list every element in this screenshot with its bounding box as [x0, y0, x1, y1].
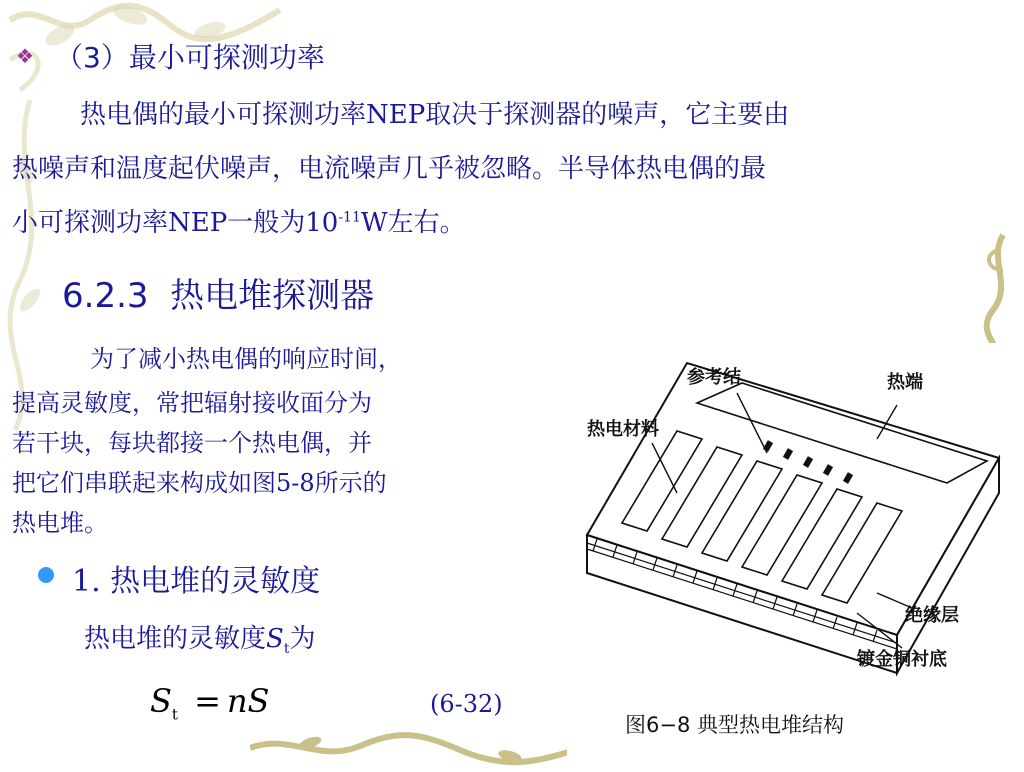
left-paragraph-line-4: 把它们串联起来构成如图5-8所示的: [12, 469, 387, 497]
section-3-paragraph-line-2: 热噪声和温度起伏噪声，电流噪声几乎被忽略。半导体热电偶的最: [12, 154, 767, 184]
label-hot-junction: 热端: [887, 372, 923, 393]
sensitivity-line: [84, 620, 315, 658]
para-line-3-text-b: W左右。: [360, 208, 466, 238]
section-3-title: （3）最小可探测功率: [55, 41, 325, 74]
sensitivity-symbol: S: [266, 624, 284, 654]
thermopile-diagram: [567, 343, 1024, 768]
figure-caption: 图6−8 典型热电堆结构: [625, 713, 844, 737]
left-paragraph-line-5: 热电堆。: [12, 509, 108, 537]
formula-equals: =: [194, 682, 221, 720]
formula-6-32: [150, 682, 270, 724]
thermopile-figure: [567, 343, 1024, 768]
section-3-paragraph-line-1: 热电偶的最小可探测功率NEP取决于探测器的噪声，它主要由: [80, 100, 790, 130]
sensitivity-symbol-sub: t: [283, 641, 290, 658]
left-paragraph-line-2: 提高灵敏度，常把辐射接收面分为: [12, 389, 372, 417]
label-reference-junction: 参考结: [687, 367, 741, 388]
formula-lhs-sub: t: [171, 705, 178, 724]
para-line-3-text-a: 小可探测功率NEP一般为10: [12, 208, 339, 238]
section-623-title: 热电堆探测器: [170, 276, 375, 316]
label-substrate: 镀金铜衬底: [857, 649, 947, 670]
label-thermo-material: 热电材料: [587, 419, 659, 440]
sensitivity-text-a: 热电堆的灵敏度: [84, 624, 267, 654]
section-623-heading: [62, 268, 374, 317]
section-623-number: 6.2.3: [62, 276, 149, 316]
formula-number: (6-32): [430, 690, 503, 718]
formula-rhs: nS: [226, 682, 270, 720]
label-insulation-layer: 绝缘层: [905, 605, 959, 626]
left-paragraph-line-1: 为了减小热电偶的响应时间，: [90, 345, 402, 373]
round-bullet-icon: [38, 567, 54, 583]
section-3-paragraph-line-3: [12, 204, 466, 242]
formula-lhs: S: [150, 682, 172, 720]
left-paragraph-line-3: 若干块，每块都接一个热电偶，并: [12, 429, 372, 457]
sensitivity-text-b: 为: [289, 624, 316, 654]
subsection-1-title: 1. 热电堆的灵敏度: [72, 564, 321, 599]
exponent-superscript: -11: [338, 209, 361, 226]
diamond-bullet-icon: ❖: [16, 44, 34, 68]
